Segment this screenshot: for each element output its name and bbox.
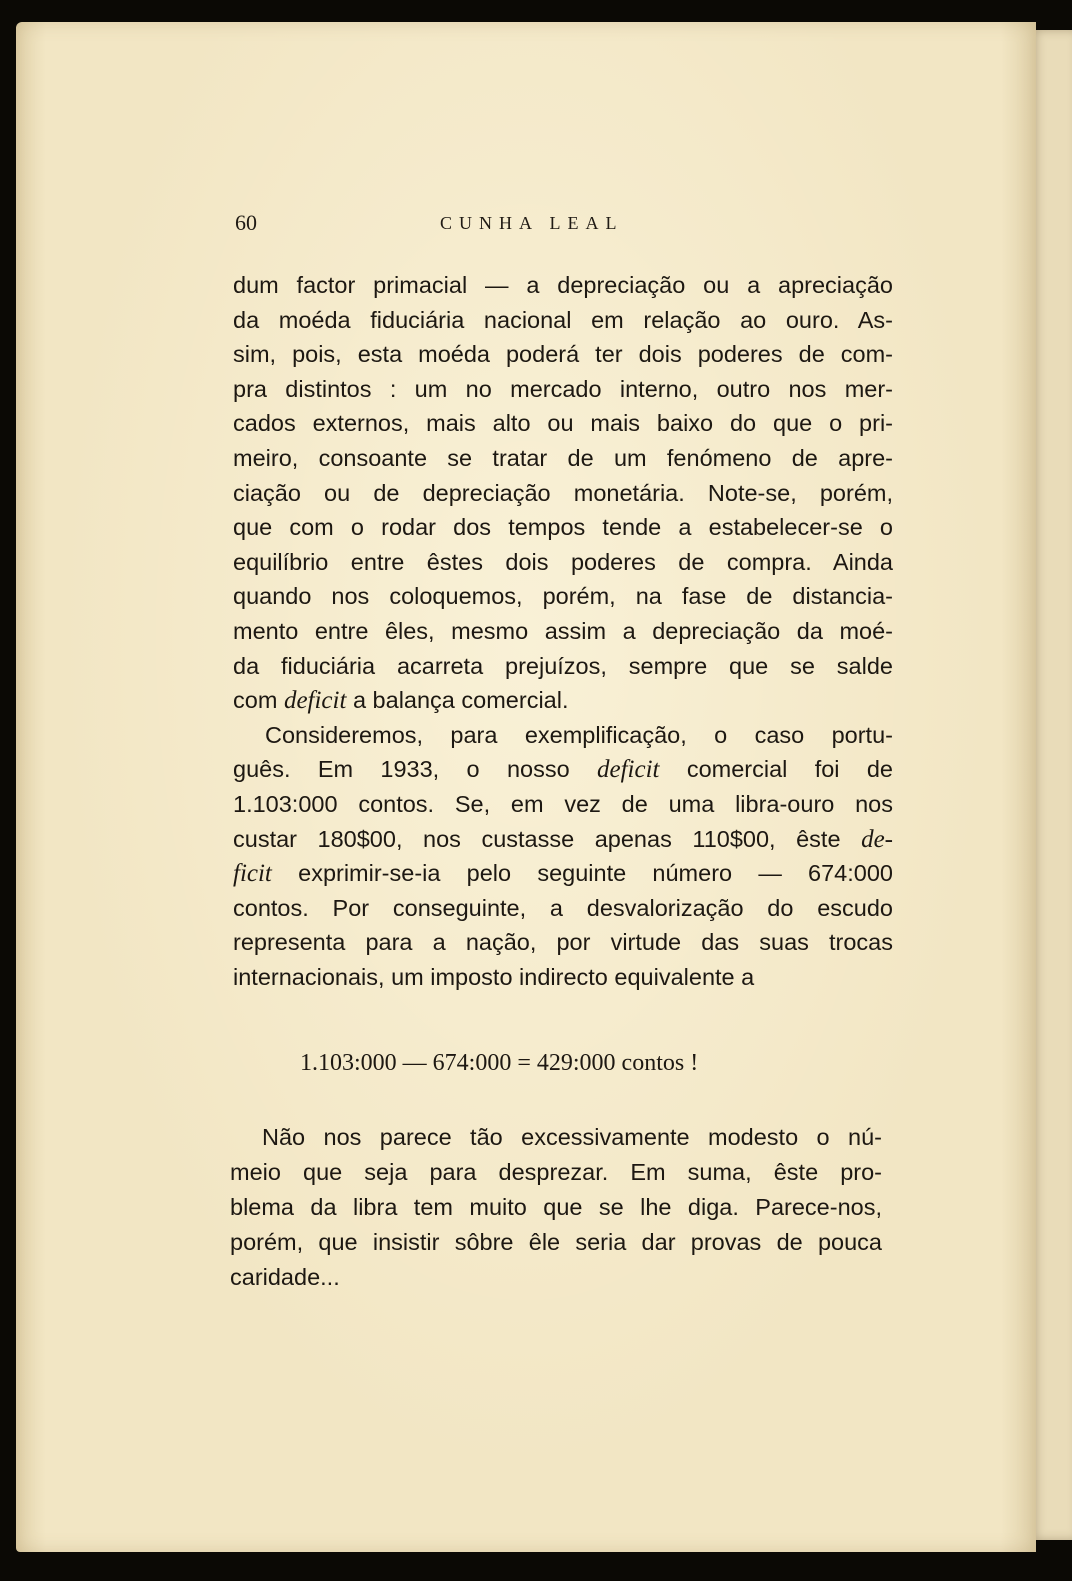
text-line: da fiduciária acarreta prejuízos, sempre que se salde bbox=[233, 652, 893, 679]
text-line: que com o rodar dos tempos tende a estabelecer-se o bbox=[233, 514, 893, 541]
text-line: Não nos parece tão excessivamente modesto o nú- bbox=[262, 1124, 882, 1150]
paragraph-3 bbox=[230, 1120, 882, 1295]
running-head-author: CUNHA LEAL bbox=[440, 213, 624, 233]
text-line: da moéda fiduciária nacional em relação ao ouro. As- bbox=[233, 306, 893, 333]
page-number: 60 bbox=[235, 210, 257, 235]
text-line: porém, que insistir sôbre êle seria dar provas de pouca bbox=[230, 1229, 882, 1255]
text-line: contos. Por conseguinte, a desvalorização do escudo bbox=[233, 894, 893, 921]
text-fragment: custar 180$00, nos custasse apenas 110$00, êste bbox=[233, 825, 862, 852]
text-fragment: com bbox=[233, 687, 284, 714]
text-fragment: exprimir-se-ia pelo seguinte número — 674:000 bbox=[271, 860, 893, 887]
text-line: mento entre êles, mesmo assim a depreciação da moé- bbox=[233, 617, 893, 644]
text-line: representa para a nação, por virtude das suas trocas bbox=[233, 929, 893, 956]
text-line: quando nos coloquemos, porém, na fase de distancia- bbox=[233, 583, 893, 610]
text-line: blema da libra tem muito que se lhe diga. Parece-nos, bbox=[230, 1194, 882, 1220]
italic-term: deficit bbox=[597, 756, 660, 784]
text-line: pra distintos : um no mercado interno, outro nos mer- bbox=[233, 375, 893, 402]
text-line bbox=[233, 822, 893, 857]
text-line bbox=[233, 856, 893, 891]
running-header bbox=[235, 210, 695, 240]
text-line bbox=[233, 683, 893, 718]
text-line: sim, pois, esta moéda poderá ter dois poderes de com- bbox=[233, 341, 893, 368]
text-line: dum factor primacial — a depreciação ou a apreciação bbox=[233, 272, 893, 298]
text-line: internacionais, um imposto indirecto equivalente a bbox=[233, 963, 755, 990]
paragraph-2 bbox=[233, 718, 893, 995]
text-fragment: a balança comercial. bbox=[346, 687, 569, 714]
body-text bbox=[233, 268, 893, 994]
text-line: equilíbrio entre êstes dois poderes de compra. Ainda bbox=[233, 548, 893, 575]
text-line: meiro, consoante se tratar de um fenómeno de apre- bbox=[233, 444, 893, 471]
text-line: ciação ou de depreciação monetária. Note-se, porém, bbox=[233, 479, 893, 506]
text-line: caridade... bbox=[230, 1264, 340, 1290]
italic-term: de- bbox=[861, 825, 893, 853]
equation: 1.103:000 — 674:000 = 429:000 contos ! bbox=[300, 1050, 699, 1076]
text-line bbox=[233, 752, 893, 787]
italic-term: deficit bbox=[283, 687, 347, 715]
facing-page-edge bbox=[1030, 30, 1072, 1540]
text-line: meio que seja para desprezar. Em suma, êste pro- bbox=[230, 1159, 882, 1185]
text-line: cados externos, mais alto ou mais baixo do que o pri- bbox=[233, 410, 893, 437]
paragraph-1 bbox=[233, 268, 893, 718]
text-line: Consideremos, para exemplificação, o caso portu- bbox=[265, 721, 893, 748]
text-fragment: comercial foi de bbox=[659, 756, 893, 783]
text-line: 1.103:000 contos. Se, em vez de uma libra-ouro nos bbox=[233, 790, 893, 817]
italic-term: ficit bbox=[233, 860, 272, 888]
text-fragment: guês. Em 1933, o nosso bbox=[233, 756, 597, 783]
